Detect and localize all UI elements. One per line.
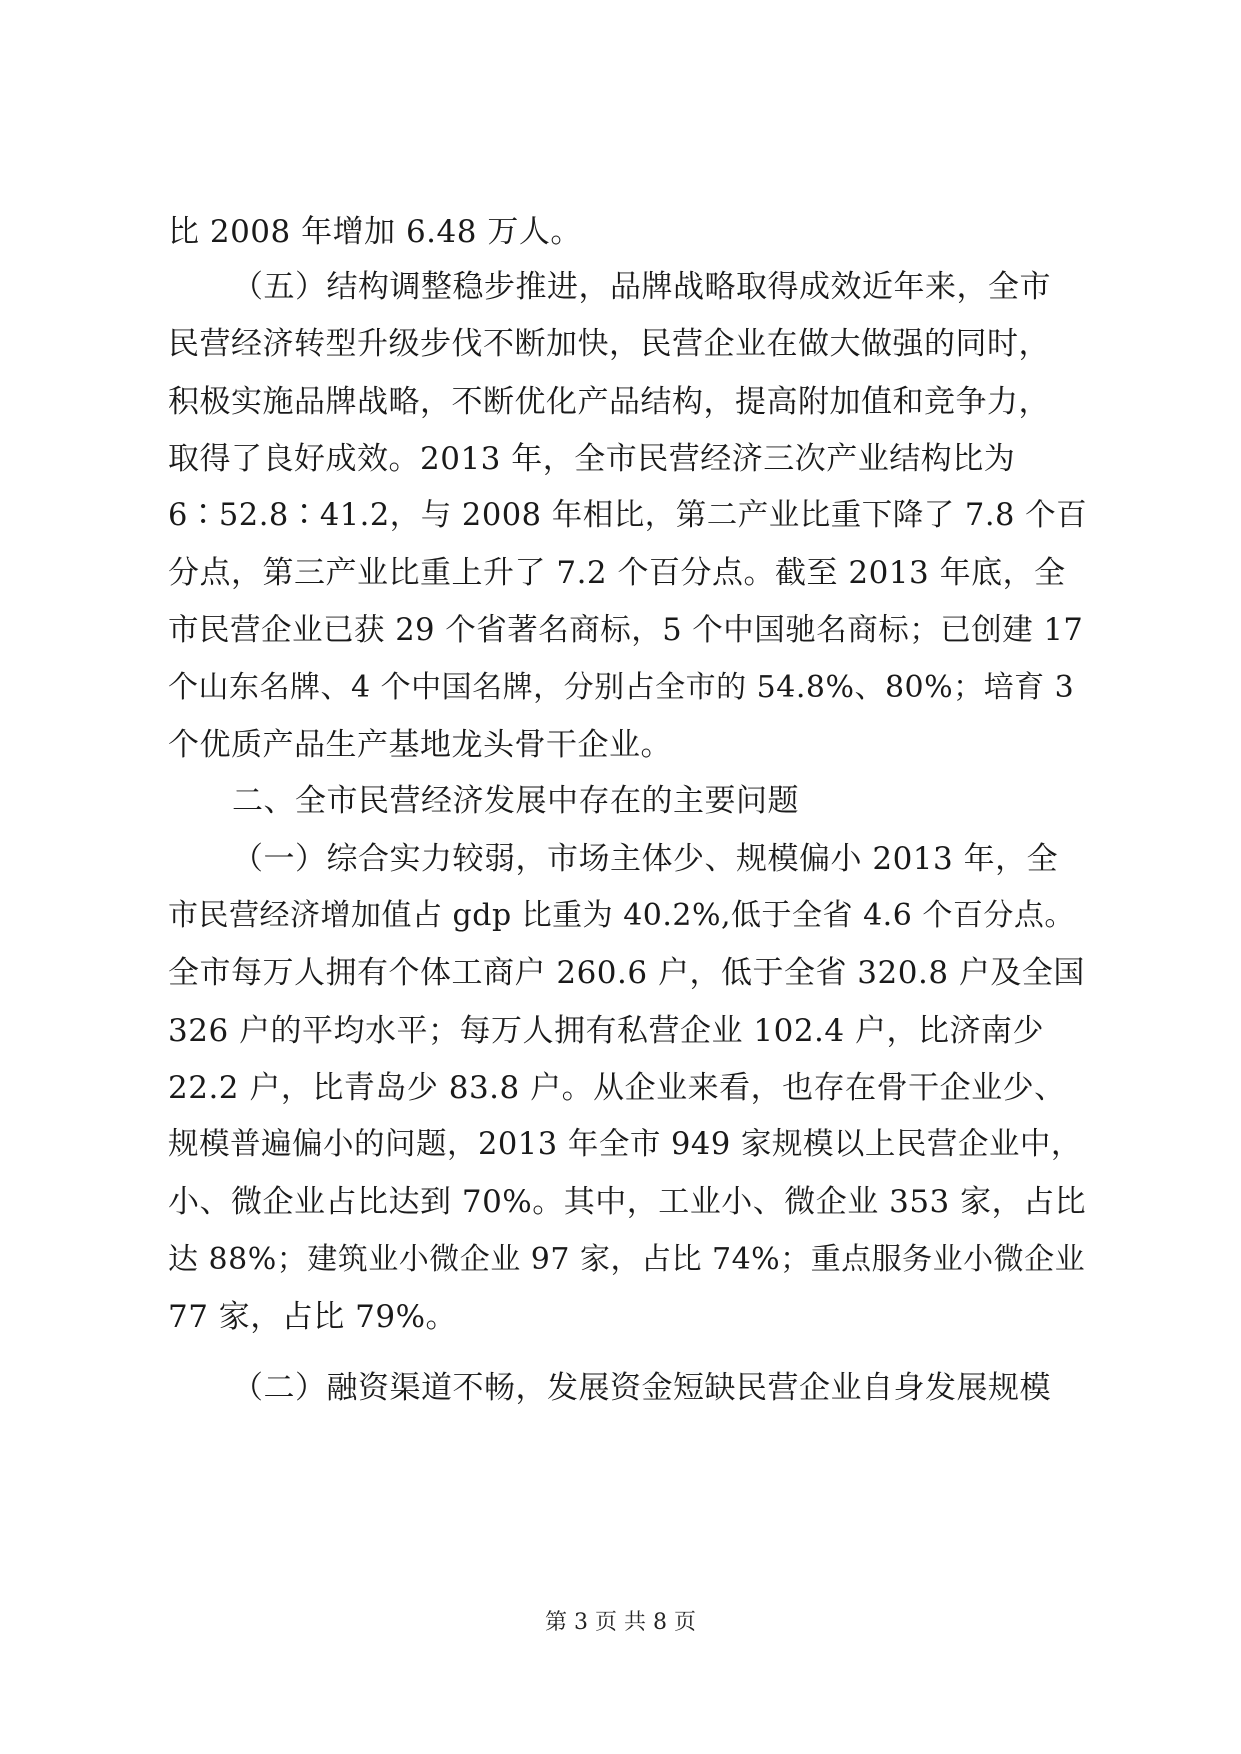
section-heading-structure: （五）结构调整稳步推进，品牌战略取得成效近年来，全市 <box>232 269 1051 305</box>
text-line: 个山东名牌、4 个中国名牌，分别占全市的 54.8%、80%；培育 3 <box>168 670 1075 705</box>
text-line: 分点，第三产业比重上升了 7.2 个百分点。截至 2013 年底，全 <box>168 555 1066 591</box>
text-line: 取得了良好成效。2013 年，全市民营经济三次产业结构比为 <box>168 441 1016 477</box>
text-line: 市民营企业已获 29 个省著名商标，5 个中国驰名商标；已创建 17 <box>168 613 1084 648</box>
page-number-footer: 第 3 页 共 8 页 <box>545 1610 696 1635</box>
text-line: 比 2008 年增加 6.48 万人。 <box>168 214 582 250</box>
text-line: 22.2 户，比青岛少 83.8 户。从企业来看，也存在骨干企业少、 <box>168 1070 1066 1106</box>
section-heading-strength: （一）综合实力较弱，市场主体少、规模偏小 2013 年，全 <box>232 841 1059 877</box>
text-line: 326 户的平均水平；每万人拥有私营企业 102.4 户，比济南少 <box>168 1013 1044 1049</box>
text-line: 小、微企业占比达到 70%。其中，工业小、微企业 353 家，占比 <box>168 1184 1087 1220</box>
text-line: 规模普遍偏小的问题，2013 年全市 949 家规模以上民营企业中， <box>168 1127 1082 1162</box>
section-heading-problems: 二、全市民营经济发展中存在的主要问题 <box>232 783 799 819</box>
text-line: 6∶52.8∶41.2，与 2008 年相比，第二产业比重下降了 7.8 个百 <box>168 498 1088 533</box>
text-line: 积极实施品牌战略，不断优化产品结构，提高附加值和竞争力， <box>168 384 1050 420</box>
section-heading-financing: （二）融资渠道不畅，发展资金短缺民营企业自身发展规模 <box>232 1370 1051 1406</box>
text-line: 市民营经济增加值占 gdp 比重为 40.2%,低于全省 4.6 个百分点。 <box>168 898 1075 933</box>
text-line: 民营经济转型升级步伐不断加快，民营企业在做大做强的同时， <box>168 326 1050 362</box>
text-line: 77 家，占比 79%。 <box>168 1299 458 1335</box>
text-line: 达 88%；建筑业小微企业 97 家，占比 74%；重点服务业小微企业 <box>168 1242 1086 1277</box>
text-line: 个优质产品生产基地龙头骨干企业。 <box>168 727 672 763</box>
text-line: 全市每万人拥有个体工商户 260.6 户，低于全省 320.8 户及全国 <box>168 955 1085 991</box>
